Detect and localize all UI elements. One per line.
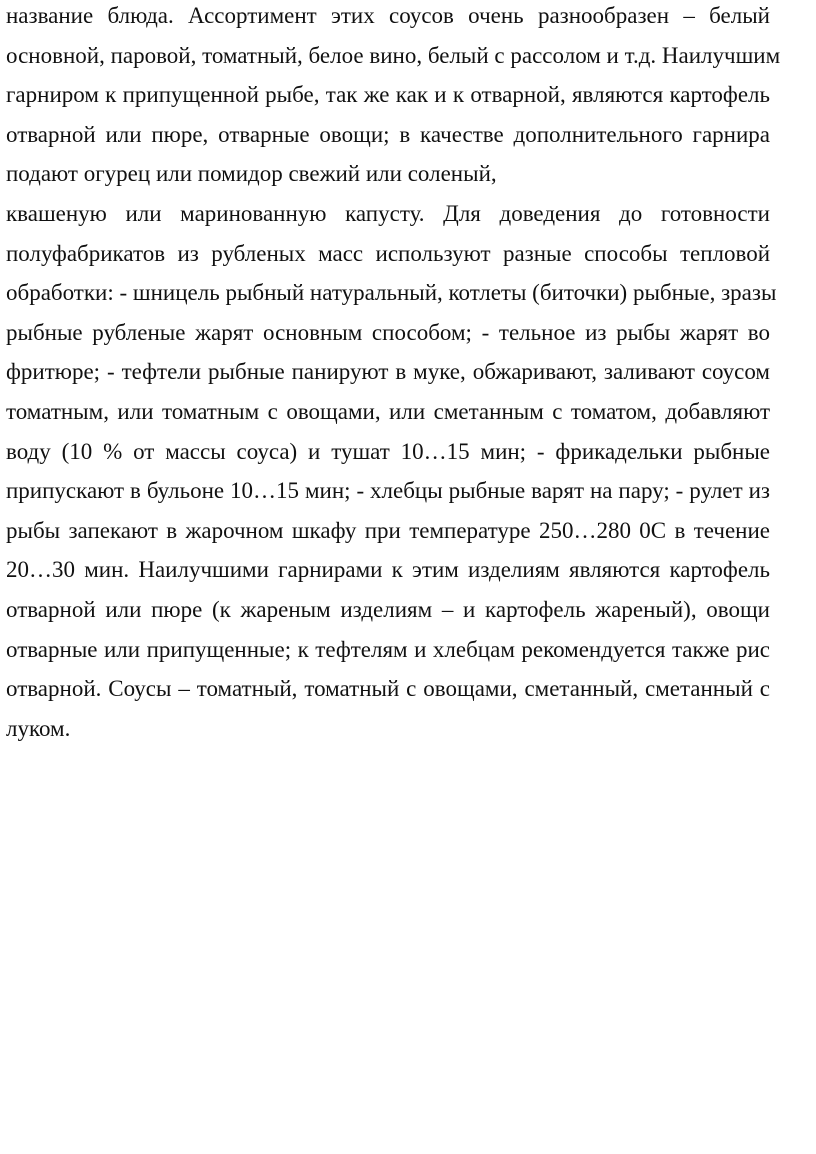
text-line: рыбные рубленые жарят основным способом; - тельное из рыбы жарят во [6,319,770,345]
text-line: луком. [6,715,71,741]
text-line: название блюда. Ассортимент этих соусов очень разнообразен – белый [6,3,770,28]
text-line: полуфабрикатов из рубленых масс используют разные способы тепловой [6,240,770,266]
text-line: отварной или пюре (к жареным изделиям – и картофель жареный), овощи [6,596,770,622]
text-line: обработки: - шницель рыбный натуральный, котлеты (биточки) рыбные, зразы [6,280,777,306]
text-line: отварной или пюре, отварные овощи; в качестве дополнительного гарнира [6,121,770,147]
text-line: отварные или припущенные; к тефтелям и хлебцам рекомендуется также рис [6,636,770,662]
text-line: 20…30 мин. Наилучшими гарнирами к этим изделиям являются картофель [6,557,770,583]
text-line: квашеную или маринованную капусту. Для доведения до готовности [6,201,770,226]
text-line: припускают в бульоне 10…15 мин; - хлебцы рыбные варят на пару; - рулет из [6,478,770,504]
text-line: гарниром к припущенной рыбе, так же как и к отварной, являются картофель [6,82,770,108]
paragraph-2 [6,194,777,748]
text-line: фритюре; - тефтели рыбные панируют в муке, обжаривают, заливают соусом [6,359,770,385]
text-line: рыбы запекают в жарочном шкафу при температуре 250…280 0С в течение [6,517,770,543]
paragraph-1 [6,0,781,194]
text-line: подают огурец или помидор свежий или соленый, [6,161,497,187]
text-line: томатным, или томатным с овощами, или сметанным с томатом, добавляют [6,398,770,424]
text-line: воду (10 % от массы соуса) и тушат 10…15 мин; - фрикадельки рыбные [6,438,770,464]
text-line: основной, паровой, томатный, белое вино, белый с рассолом и т.д. Наилучшим [6,42,781,68]
text-line: отварной. Соусы – томатный, томатный с овощами, сметанный, сметанный с [6,676,770,702]
